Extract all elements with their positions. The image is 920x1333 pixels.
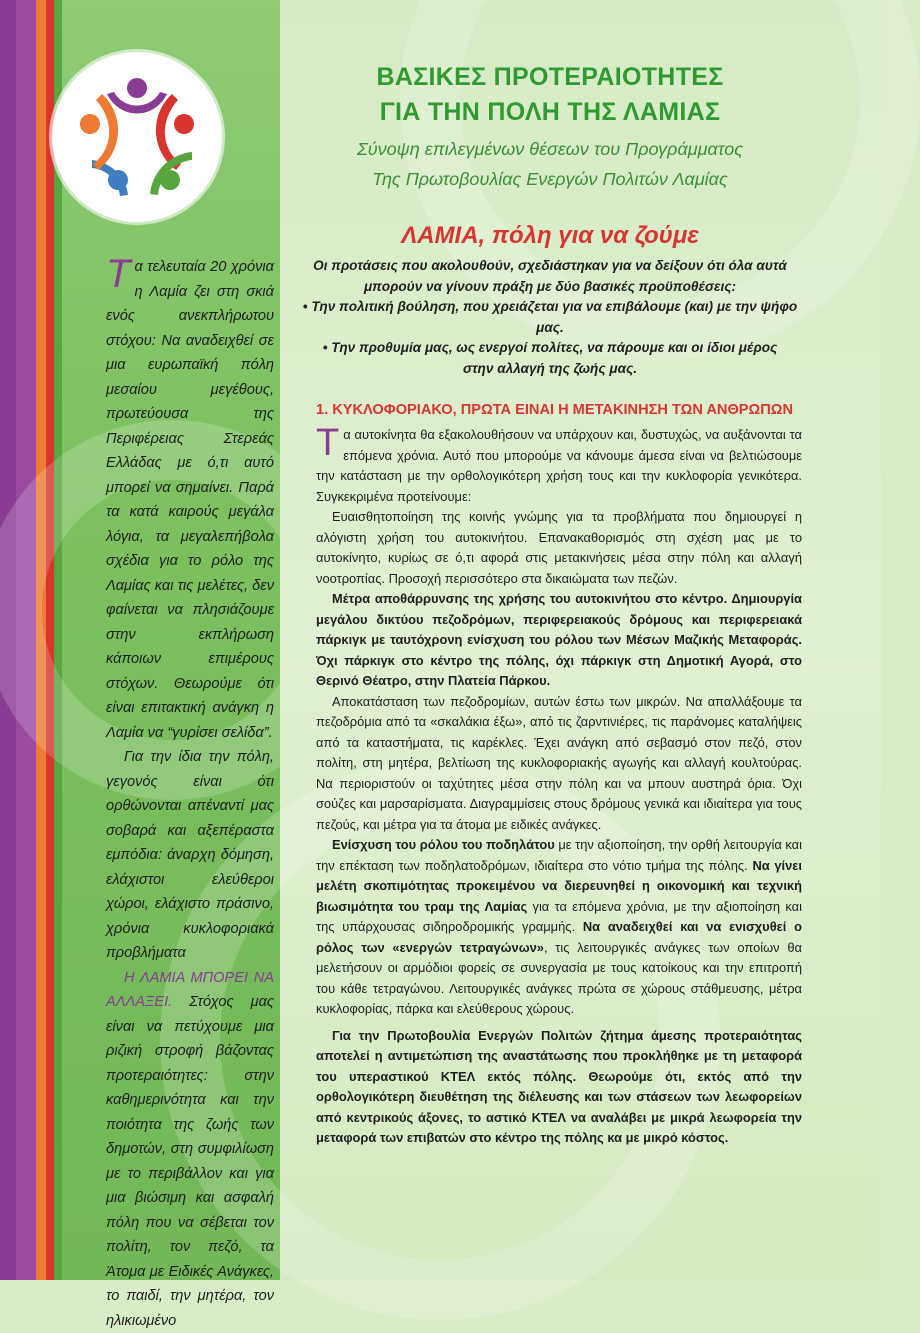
article-paragraph: Μέτρα αποθάρρυνσης της χρήσης του αυτοκινήτου στο κέντρο. Δημιουργία μεγάλου δικτύου πεζοδρόμων, περιφερειακούς δρόμους και περιφερειακά πάρκιγκ με ταυτόχρονη ενίσχυση του ρόλου των Μέσων Μαζικής Μεταφοράς. Όχι πάρκιγκ στο κέντρο της πόλης, όχι πάρκιγκ στη Δημοτική Αγορά, στο Θερινό Θέατρο, στην Πλατεία Πάρκου. (316, 589, 802, 692)
sidebar-paragraph-2: Για την ίδια την πόλη, γεγονός είναι ότι ορθώνονται απέναντί μας σοβαρά και αξεπέραστα εμπόδια: άναρχη δόμηση, ελάχιστοι ελεύθεροι χώροι, ελάχιστο πράσινο, χρόνια κυκλοφοριακά προβλήματα (106, 745, 274, 966)
people-circle-logo-icon (52, 52, 222, 222)
sidebar-dropcap: Τ (106, 257, 130, 291)
article-paragraph: Ευαισθητοποίηση της κοινής γνώμης για τα προβλήματα που δημιουργεί η αλόγιστη χρήση του αυτοκινήτου. Επανακαθορισμός στη σχέση μας με το αυτοκίνητο, κυρίως σε ό,τι αφορά στις μετακινήσεις μέσα στην πόλη και αλλαγή νοοτροπίας. Προσοχή περισσότερο στα δικαιώματα των πεζών. (316, 507, 802, 589)
intro-text: Οι προτάσεις που ακολουθούν, σχεδιάστηκαν για να δείξουν ότι όλα αυτά μπορούν να γίνουν πράξη με δύο βασικές προϋποθέσεις: • Την πολιτική βούληση, που χρειάζεται για να επιβάλουμε (και) με την ψήφο μας. • Την προθυμία μας, ως ενεργοί πολίτες, να πάρουμε και οι ίδιοι μέρος στην αλλαγή της ζωής μας. (300, 256, 800, 379)
article-dropcap: Τ (316, 427, 339, 459)
slogan-heading: ΛΑΜΙΑ, πόλη για να ζούμε (300, 220, 800, 252)
page-title: ΒΑΣΙΚΕΣ ΠΡΟΤΕΡΑΙΟΤΗΤΕΣ ΓΙΑ ΤΗΝ ΠΟΛΗ ΤΗΣ ΛΑΜΙΑΣ (300, 60, 800, 130)
article-paragraph: Αποκατάσταση των πεζοδρομίων, αυτών έστω των μικρών. Να απαλλάξουμε τα πεζοδρόμια από τα «σκαλάκια έξω», από τις ζαρντινιέρες, τις παράνομες καταλήψεις από τα καταστήματα, τις καρέκλες. Έχει ανάγκη από σεβασμό στον πεζό, στον πολίτη, στη μητέρα, βελτίωση της κυκλοφοριακής αγωγής και αλλαγή κουλτούρας. Να περιοριστούν οι ταχύτητες μέσα στην πόλη και να μπουν αυστηρά όρια. Όχι σούζες και μαρσαρίσματα. Διαγραμμίσεις στους δρόμους γενικά και ιδιαίτερα για τους πεζούς, και μέτρα για τα άτομα με ειδικές ανάγκες. (316, 692, 802, 836)
article-paragraph: Ενίσχυση του ρόλου του ποδηλάτου με την αξιοποίηση, την ορθή λειτουργία και την επέκταση των ποδηλατοδρόμων, ιδιαίτερα στο νότιο τμήμα της πόλης. Να γίνει μελέτη σκοπιμότητας προκειμένου να διερευνηθεί η οικονομική και τεχνική βιωσιμότητα του τραμ της Λαμίας για τα επόμενα χρόνια, με την αξιοποίηση και της υπάρχουσας σιδηροδρομικής γραμμής. Να αναδειχθεί και να ενισχυθεί ο ρόλος των «ενεργών τετραγώνων», τις λειτουργικές ανάγκες των οποίων θα μελετήσουν οι αρμόδιοι φορείς σε συνεργασία με τους κατοίκους και την επιτροπή του κάθε τετραγώνου. Λειτουργικές ανάγκες πρώτα σε χώρους στάθμευσης, μέτρα κυκλοφορίας, πάρκα και ελεύθερους χώρους. (316, 835, 802, 1020)
sidebar-paragraph-3: Η ΛΑΜΙΑ ΜΠΟΡΕΙ ΝΑ ΑΛΛΑΞΕΙ. Στόχος μας είναι να πετύχουμε μια ριζική στροφή βάζοντας προτεραιότητες: στην καθημερινότητα και την ποιότητα της ζωής των δημοτών, στη συμφιλίωση με το περιβάλλον και για μια βιώσιμη και ασφαλή πόλη που να σέβεται τον πολίτη, τον πεζό, τα Άτομα με Ειδικές Ανάγκες, το παιδί, την μητέρα, τον ηλικιωμένο (106, 966, 274, 1333)
sidebar-text (106, 255, 274, 1333)
section-heading: 1. ΚΥΚΛΟΦΟΡΙΑΚΟ, ΠΡΩΤΑ ΕΙΝΑΙ Η ΜΕΤΑΚΙΝΗΣΗ ΤΩΝ ΑΝΘΡΩΠΩΝ (316, 398, 802, 422)
sidebar-paragraph-1: Τα τελευταία 20 χρόνια η Λαμία ζει στη σκιά ενός ανεκπλήρωτου στόχου: Να αναδειχθεί σε μια ευρωπαϊκή πόλη μεσαίου μεγέθους, πρωτεύουσα της Περιφέρειας Στερεάς Ελλάδας με ό,τι αυτό μπορεί να σημαίνει. Παρά τα κατά καιρούς μεγάλα λόγια, τα μεγαλεπήβολα σχέδια για το ρόλο της Λαμίας και τις μελέτες, δεν φαίνεται να πλησιάζουμε στην εκπλήρωση κάποιων επιμέρους στόχων. Θεωρούμε ότι είναι επιτακτική ανάγκη η Λαμία να “γυρίσει σελίδα”. (106, 255, 274, 745)
article-paragraph: Τα αυτοκίνητα θα εξακολουθήσουν να υπάρχουν και, δυστυχώς, να αυξάνονται τα επόμενα χρόνια. Αυτό που μπορούμε να κάνουμε άμεσα είναι να βελτιώσουμε την κατάσταση με την ορθολογικότερη χρήση τους και την κυκλοφορία γενικότερα. Συγκεκριμένα προτείνουμε: (316, 425, 802, 507)
page-header (300, 60, 800, 379)
lamia-can-change-emphasis: Η ΛΑΜΙΑ ΜΠΟΡΕΙ ΝΑ ΑΛΛΑΞΕΙ. (106, 970, 274, 1011)
article-body (316, 398, 802, 1149)
page-subtitle: Σύνοψη επιλεγμένων θέσεων του Προγράμματος Της Πρωτοβουλίας Ενεργών Πολιτών Λαμίας (300, 134, 800, 194)
initiative-logo (52, 52, 222, 222)
article-paragraph: Για την Πρωτοβουλία Ενεργών Πολιτών ζήτημα άμεσης προτεραιότητας αποτελεί η αντιμετώπιση της αναστάτωσης που προκλήθηκε με τη μεταφορά του υπεραστικού ΚΤΕΛ εκτός πόλης. Θεωρούμε ότι, εκτός από την ορθολογικότερη διευθέτηση της διέλευσης και των στάσεων των λεωφορείων από κεντρικούς άξονες, το αστικό ΚΤΕΛ να αναλάβει με μικρά λεωφορεία την μεταφορά των επιβατών στο κέντρο της πόλης κα με μικρό κόστος. (316, 1026, 802, 1149)
